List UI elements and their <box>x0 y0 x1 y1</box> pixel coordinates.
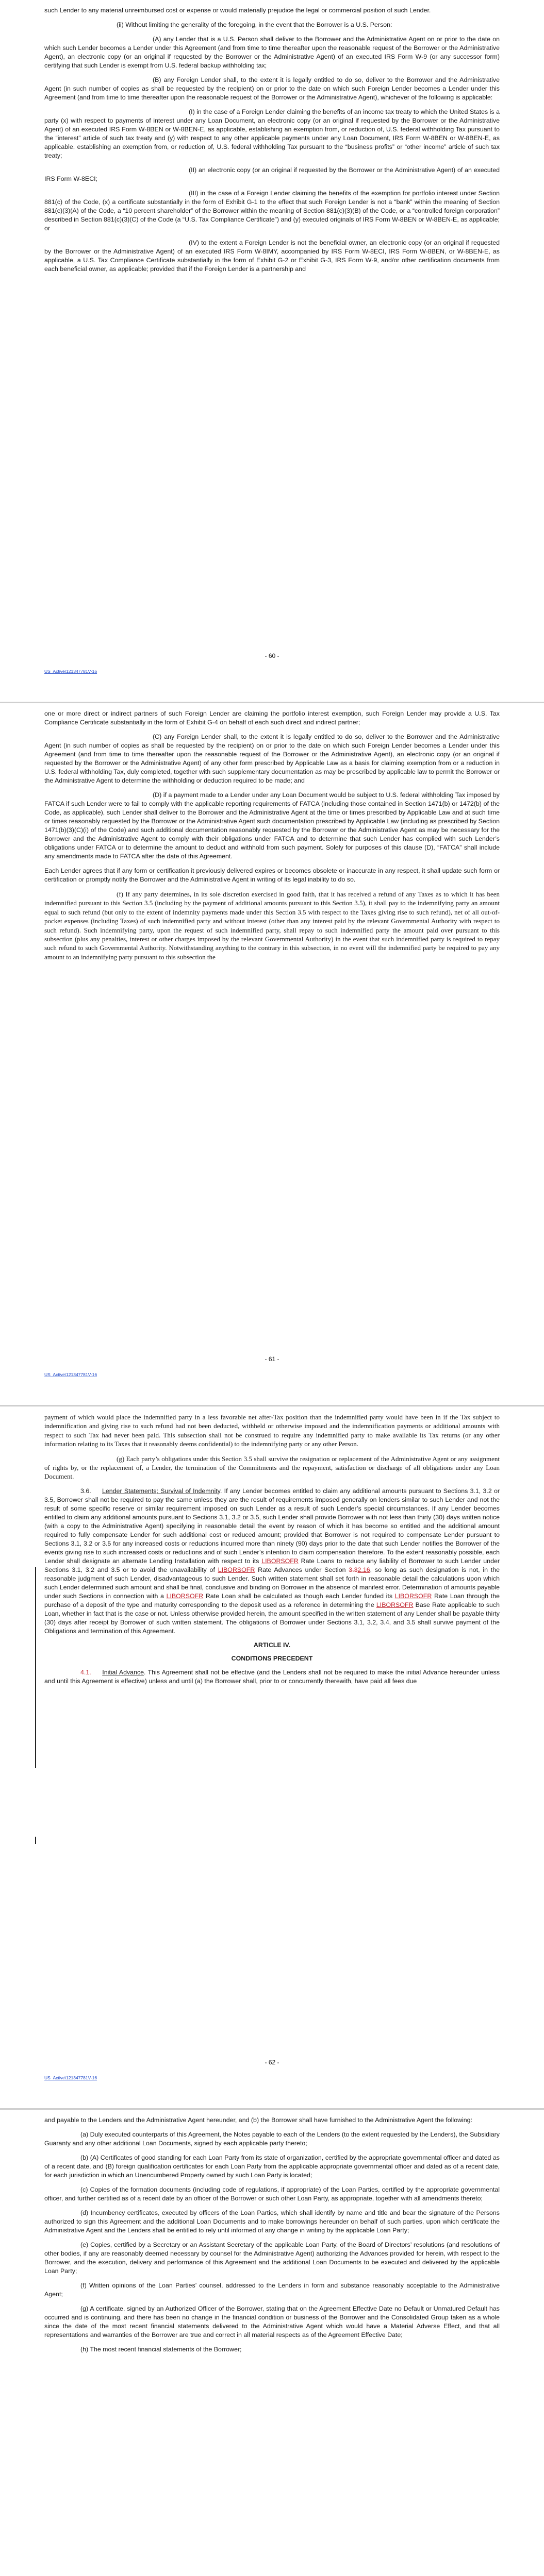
article-subtitle: CONDITIONS PRECEDENT <box>231 1654 313 1662</box>
section-text: . This Agreement shall not be effective (and the Lenders shall not be required to make the initial Advance hereunder unless and until this Agreement is effective) unless and until (a) the Borrower shall, prior to or concurrently therewith, have paid all fees due <box>44 1668 500 1685</box>
page-number: - 62 - <box>265 2059 279 2066</box>
document-id-link[interactable]: US_Active\121347781V-16 <box>44 1372 97 1377</box>
paragraph: and payable to the Lenders and the Administrative Agent hereunder, and (b) the Borrower shall have furnished to the Administrative Agent the following: <box>44 2116 473 2124</box>
paragraph: payment of which would place the indemnified party in a less favorable net after-Tax position than the indemnified party would have been in if the Tax subject to indemnification and giving rise to such refund had not been deducted, withheld or otherwise imposed and the indemnification payments or additional amounts with respect to such Tax had never been paid. This subsection shall not be construed to require any indemnified party to make available its Tax returns (or any other information relating to its Taxes that it reasonably deems confidential) to the indemnifying party or any other Person. <box>44 1413 500 1448</box>
paragraph: such Lender to any material unreimbursed cost or expense or would materially prejudice the legal or commercial position of such Lender. <box>44 7 431 14</box>
section-text: Rate Loans to reduce any liability of Borrower to such Lender under Sections 3.1, 3.2 and 3.5 or to avoid the unavailability of <box>44 1557 500 1573</box>
section-text: . If any Lender becomes entitled to claim any additional amounts pursuant to Sections 3.1, 3.2 or 3.5, Borrower shall not be required to pay the same unless they are the result of requirements imposed generally on lenders similar to such Lender and not the result of some specific reserve or similar requirement imposed on such Lender as a result of such Lender’s special circumstances. If any Lender becomes entitled to claim any additional amounts pursuant to Sections 3.1, 3.2 or 3.5, such Lender shall provide Borrower with not less than thirty (30) days written notice (with a copy to the Administrative Agent) specifying in reasonable detail the event by reason of which it has become so entitled and the additional amount required to fully compensate Lender for such additional cost or reduced amount; provided that Borrower is not required to compensate Lender pursuant to Sections 3.1, 3.2 or 3.5 for any increased costs or reductions incurred more than ninety (90) days prior to the date that such Lender notifies the Borrower of the events giving rise to such increased costs or reductions and of such Lender’s intention to claim compensation therefore. To the extent reasonably possible, each Lender shall designate an alternate Lending Installation with respect to its <box>44 1487 500 1565</box>
article-title: ARTICLE IV. <box>253 1641 291 1649</box>
paragraph: Each Lender agrees that if any form or certification it previously delivered expires or becomes obsolete or inaccurate in any respect, it shall update such form or certification or promptly notify the Borrower and the Administrative Agent in writing of its legal inability to do so. <box>44 867 500 883</box>
paragraph: (f) If any party determines, in its sole discretion exercised in good faith, that it has received a refund of any Taxes as to which it has been indemnified pursuant to this Section 3.5 (including by the payment of additional amounts pursuant to this Section 3.5), it shall pay to the indemnifying party an amount equal to such refund (but only to the extent of indemnity payments made under this Section 3.5 with respect to the Taxes giving rise to such refund), net of all out-of-pocket expenses (including Taxes) of such indemnified party and without interest (other than any interest paid by the relevant Governmental Authority with respect to such refund). Such indemnifying party, upon the request of such indemnified party, shall repay to such indemnified party the amount paid over pursuant to this subsection (plus any penalties, interest or other charges imposed by the relevant Governmental Authority) in the event that such indemnified party is required to repay such refund to such Governmental Authority. Notwithstanding anything to the contrary in this subsection, in no event will the indemnified party be required to pay any amount to an indemnifying party pursuant to this subsection the <box>44 890 500 961</box>
section-text: Rate Loan through the purchase of a deposit of the type and maturity corresponding to the deposit used as a reference in determining the <box>44 1592 500 1608</box>
paragraph: (f) Written opinions of the Loan Parties’ counsel, addressed to the Lenders in form and substance reasonably acceptable to the Administrative Agent; <box>44 2282 500 2298</box>
paragraph: (I) in the case of a Foreign Lender claiming the benefits of an income tax treaty to which the United States is a party (x) with respect to payments of interest under any Loan Document, an electronic copy (or an original if requested by the Borrower or the Administrative Agent) of an executed IRS Form W-8BEN or W-8BEN-E, as applicable, establishing an exemption from, or reduction of, U.S. federal withholding Tax pursuant to the “interest” article of such tax treaty and (y) with respect to any other applicable payments under any Loan Document, IRS Form W-8BEN or W-8BEN-E, as applicable, establishing an exemption from, or reduction of, U.S. federal withholding Tax pursuant to the “business profits” or “other income” article of such tax treaty; <box>44 108 500 159</box>
section-number: 3.6. <box>80 1487 91 1495</box>
section-text: Base Rate applicable to such Loan, whether in fact that is the case or not. Unless otherwise provided herein, the amount specified in the written statement of any Lender shall be payable thirty (30) days after receipt by Borrower of such written statement. The obligations of Borrower under Sections 3.1, 3.2, 3.4, and 3.5 shall survive payment of the Obligations and termination of this Agreement. <box>44 1601 500 1635</box>
paragraph: (e) Copies, certified by a Secretary or an Assistant Secretary of the applicable Loan Party, of the Board of Directors’ resolutions (and resolutions of other bodies, if any are reasonably deemed necessary by counsel for the Administrative Agent) authorizing the Advances provided for herein, with respect to the Borrower, and the execution, delivery and performance of this Agreement and the additional Loan Documents to be executed and delivered by the applicable Loan Party; <box>44 2241 500 2275</box>
paragraph: (g) Each party’s obligations under this Section 3.5 shall survive the resignation or replacement of the Administrative Agent or any assignment of rights by, or the replacement of, a Lender, the termination of the Commitments and the repayment, satisfaction or discharge of all obligations under any Loan Document. <box>44 1454 500 1481</box>
section-text: Rate Advances under Section <box>255 1566 349 1573</box>
change-bar <box>35 1567 36 1768</box>
section-4-1 <box>44 1668 500 1686</box>
paragraph: (d) Incumbency certificates, executed by officers of the Loan Parties, which shall identify by name and title and bear the signature of the Persons authorized to sign this Agreement and the additional Loan Documents and to make borrowings hereunder on behalf of such parties, upon which certificate the Administrative Agent and the Lenders shall be entitled to rely until informed of any change in writing by the applicable Loan Party; <box>44 2209 500 2234</box>
section-text: Rate Loan shall be calculated as though each Lender funded its <box>203 1592 395 1600</box>
paragraph: (B) any Foreign Lender shall, to the extent it is legally entitled to do so, deliver to the Borrower and the Administrative Agent (in such number of copies as shall be requested by the recipient) on or prior to the date on which such Foreign Lender becomes a Lender under this Agreement (and from time to time thereafter upon the reasonable request of the Borrower or the Administrative Agent), whichever of the following is applicable: <box>44 76 500 101</box>
redline-insert: LIBORSOFR <box>218 1566 255 1573</box>
page-62 <box>0 1406 544 2110</box>
section-3-6 <box>44 1487 500 1636</box>
paragraph: (b) (A) Certificates of good standing for each Loan Party from its state of organization, certified by the appropriate governmental officer and dated as of a recent date, and (B) foreign qualification certificates for each Loan Party from the applicable appropriate governmental officer and dated as of a recent date, for each jurisdiction in which an Unencumbered Property owned by such Loan Party is located; <box>44 2154 500 2179</box>
paragraph: one or more direct or indirect partners of such Foreign Lender are claiming the portfolio interest exemption, such Foreign Lender may provide a U.S. Tax Compliance Certificate substantially in the form of Exhibit G-4 on behalf of each such direct and indirect partner; <box>44 710 500 726</box>
paragraph: (ii) Without limiting the generality of the foregoing, in the event that the Borrower is a U.S. Person: <box>117 21 392 28</box>
page-61 <box>0 703 544 1406</box>
section-number: 4.1. <box>80 1668 91 1676</box>
redline-insert: LIBORSOFR <box>376 1601 414 1608</box>
redline-insert: LIBORSOFR <box>261 1557 299 1565</box>
section-text: , so long as such designation is not, in the reasonable judgment of such Lender, disadvantageous to such Lender. Such written statement shall set forth in reasonable detail the calculations upon which such Lender determined such amount and shall be final, conclusive and binding on Borrower in the absence of manifest error. Determination of amounts payable under such Sections in connection with a <box>44 1566 500 1600</box>
paragraph: (C) any Foreign Lender shall, to the extent it is legally entitled to do so, deliver to the Borrower and the Administrative Agent (in such number of copies as shall be requested by the recipient) on or prior to the date on which such Foreign Lender becomes a Lender under this Agreement (and from time to time thereafter upon the reasonable request of the Borrower or the Administrative Agent), an electronic copy (or an original if requested by the Borrower or the Administrative Agent) of any other form prescribed by Applicable Law as a basis for claiming exemption from or a reduction in U.S. federal withholding Tax, duly completed, together with such supplementary documentation as may be prescribed by applicable law to permit the Borrower or the Administrative Agent to determine the withholding or deduction required to be made; and <box>44 733 500 784</box>
paragraph: (IV) to the extent a Foreign Lender is not the beneficial owner, an electronic copy (or an original if requested by the Borrower or the Administrative Agent) of an executed IRS Form W-8IMY, accompanied by IRS Form W-8ECI, IRS Form W-8BEN, or W-8BEN-E, as applicable, a U.S. Tax Compliance Certificate substantially in the form of Exhibit G-2 or Exhibit G-3, IRS Form W-9, and/or other certification documents from each beneficial owner, as applicable; provided that if the Foreign Lender is a partnership and <box>44 239 500 273</box>
paragraph: (h) The most recent financial statements of the Borrower; <box>80 2346 242 2353</box>
page-63 <box>0 2110 544 2576</box>
section-title: Initial Advance <box>102 1668 144 1676</box>
page-60 <box>0 0 544 703</box>
redline-insert: LIBORSOFR <box>394 1592 432 1600</box>
section-title: Lender Statements; Survival of Indemnity <box>102 1487 220 1495</box>
paragraph: (a) Duly executed counterparts of this Agreement, the Notes payable to each of the Lenders (to the extent requested by the Lenders), the Subsidiary Guaranty and any other additional Loan Documents, signed by each applicable party thereto; <box>44 2131 500 2147</box>
change-bar <box>35 1837 36 1844</box>
paragraph: (A) any Lender that is a U.S. Person shall deliver to the Borrower and the Administrative Agent on or prior to the date on which such Lender becomes a Lender under this Agreement (and from time to time thereafter upon the reasonable request of the Borrower or the Administrative Agent), an electronic copy (or an original if requested by the Borrower or the Administrative Agent) of an executed IRS Form W-9 (or any successor form) certifying that such Lender is exempt from U.S. federal backup withholding tax; <box>44 36 500 69</box>
redline-insert: LIBORSOFR <box>166 1592 204 1600</box>
document-id-link[interactable]: US_Active\121347781V-16 <box>44 669 97 674</box>
paragraph: (D) if a payment made to a Lender under any Loan Document would be subject to U.S. federal withholding Tax imposed by FATCA if such Lender were to fail to comply with the applicable reporting requirements of FATCA (including those contained in Section 1471(b) or 1472(b) of the Code, as applicable), such Lender shall deliver to the Borrower and the Administrative Agent at the time or times prescribed by Applicable Law and at such time or times reasonably requested by the Borrower or the Administrative Agent such documentation prescribed by Applicable Law (including as prescribed by Section 1471(b)(3)(C)(i) of the Code) and such additional documentation reasonably requested by the Borrower or the Administrative Agent as may be necessary for the Borrower and the Administrative Agent to comply with their obligations under FATCA and to determine that such Lender has complied with such Lender’s obligations under FATCA or to determine the amount to deduct and withhold from such payment. Solely for purposes of this clause (D), “FATCA” shall include any amendments made to FATCA after the date of this Agreement. <box>44 791 500 860</box>
paragraph: (III) in the case of a Foreign Lender claiming the benefits of the exemption for portfolio interest under Section 881(c) of the Code, (x) a certificate substantially in the form of Exhibit G-1 to the effect that such Foreign Lender is not a “bank” within the meaning of Section 881(c)(3)(A) of the Code, a “10 percent shareholder” of the Borrower within the meaning of Section 881(c)(3)(B) of the Code, or a “controlled foreign corporation” described in Section 881(c)(3)(C) of the Code (a “U.S. Tax Compliance Certificate”) and (y) executed originals of IRS Form W-8BEN or W-8BEN-E, as applicable; or <box>44 190 500 232</box>
page-number: - 60 - <box>265 652 279 659</box>
page-number: - 61 - <box>265 1355 279 1363</box>
paragraph: (g) A certificate, signed by an Authorized Officer of the Borrower, stating that on the Agreement Effective Date no Default or Unmatured Default has occurred and is continuing, and there has been no change in the financial condition or business of the Borrower and the Consolidated Group taken as a whole since the date of the most recent financial statements delivered to the Administrative Agent which would have a Material Adverse Effect, and that all representations and warranties of the Borrower are true and correct in all material respects as of the Agreement Effective Date; <box>44 2305 500 2338</box>
paragraph: (II) an electronic copy (or an original if requested by the Borrower or the Administrative Agent) of an executed IRS Form W-8ECI; <box>44 166 500 182</box>
redline-deletion: 3.3 <box>349 1566 358 1573</box>
paragraph: (c) Copies of the formation documents (including code of regulations, if appropriate) of the Loan Parties, certified by the appropriate governmental officer, and further certified as of a recent date by an officer of the Borrower or such other Loan Party, as appropriate, together with all amendments thereto; <box>44 2186 500 2202</box>
redline-insert: 2.16 <box>357 1566 370 1573</box>
document-id-link[interactable]: US_Active\121347781V-16 <box>44 2075 97 2080</box>
